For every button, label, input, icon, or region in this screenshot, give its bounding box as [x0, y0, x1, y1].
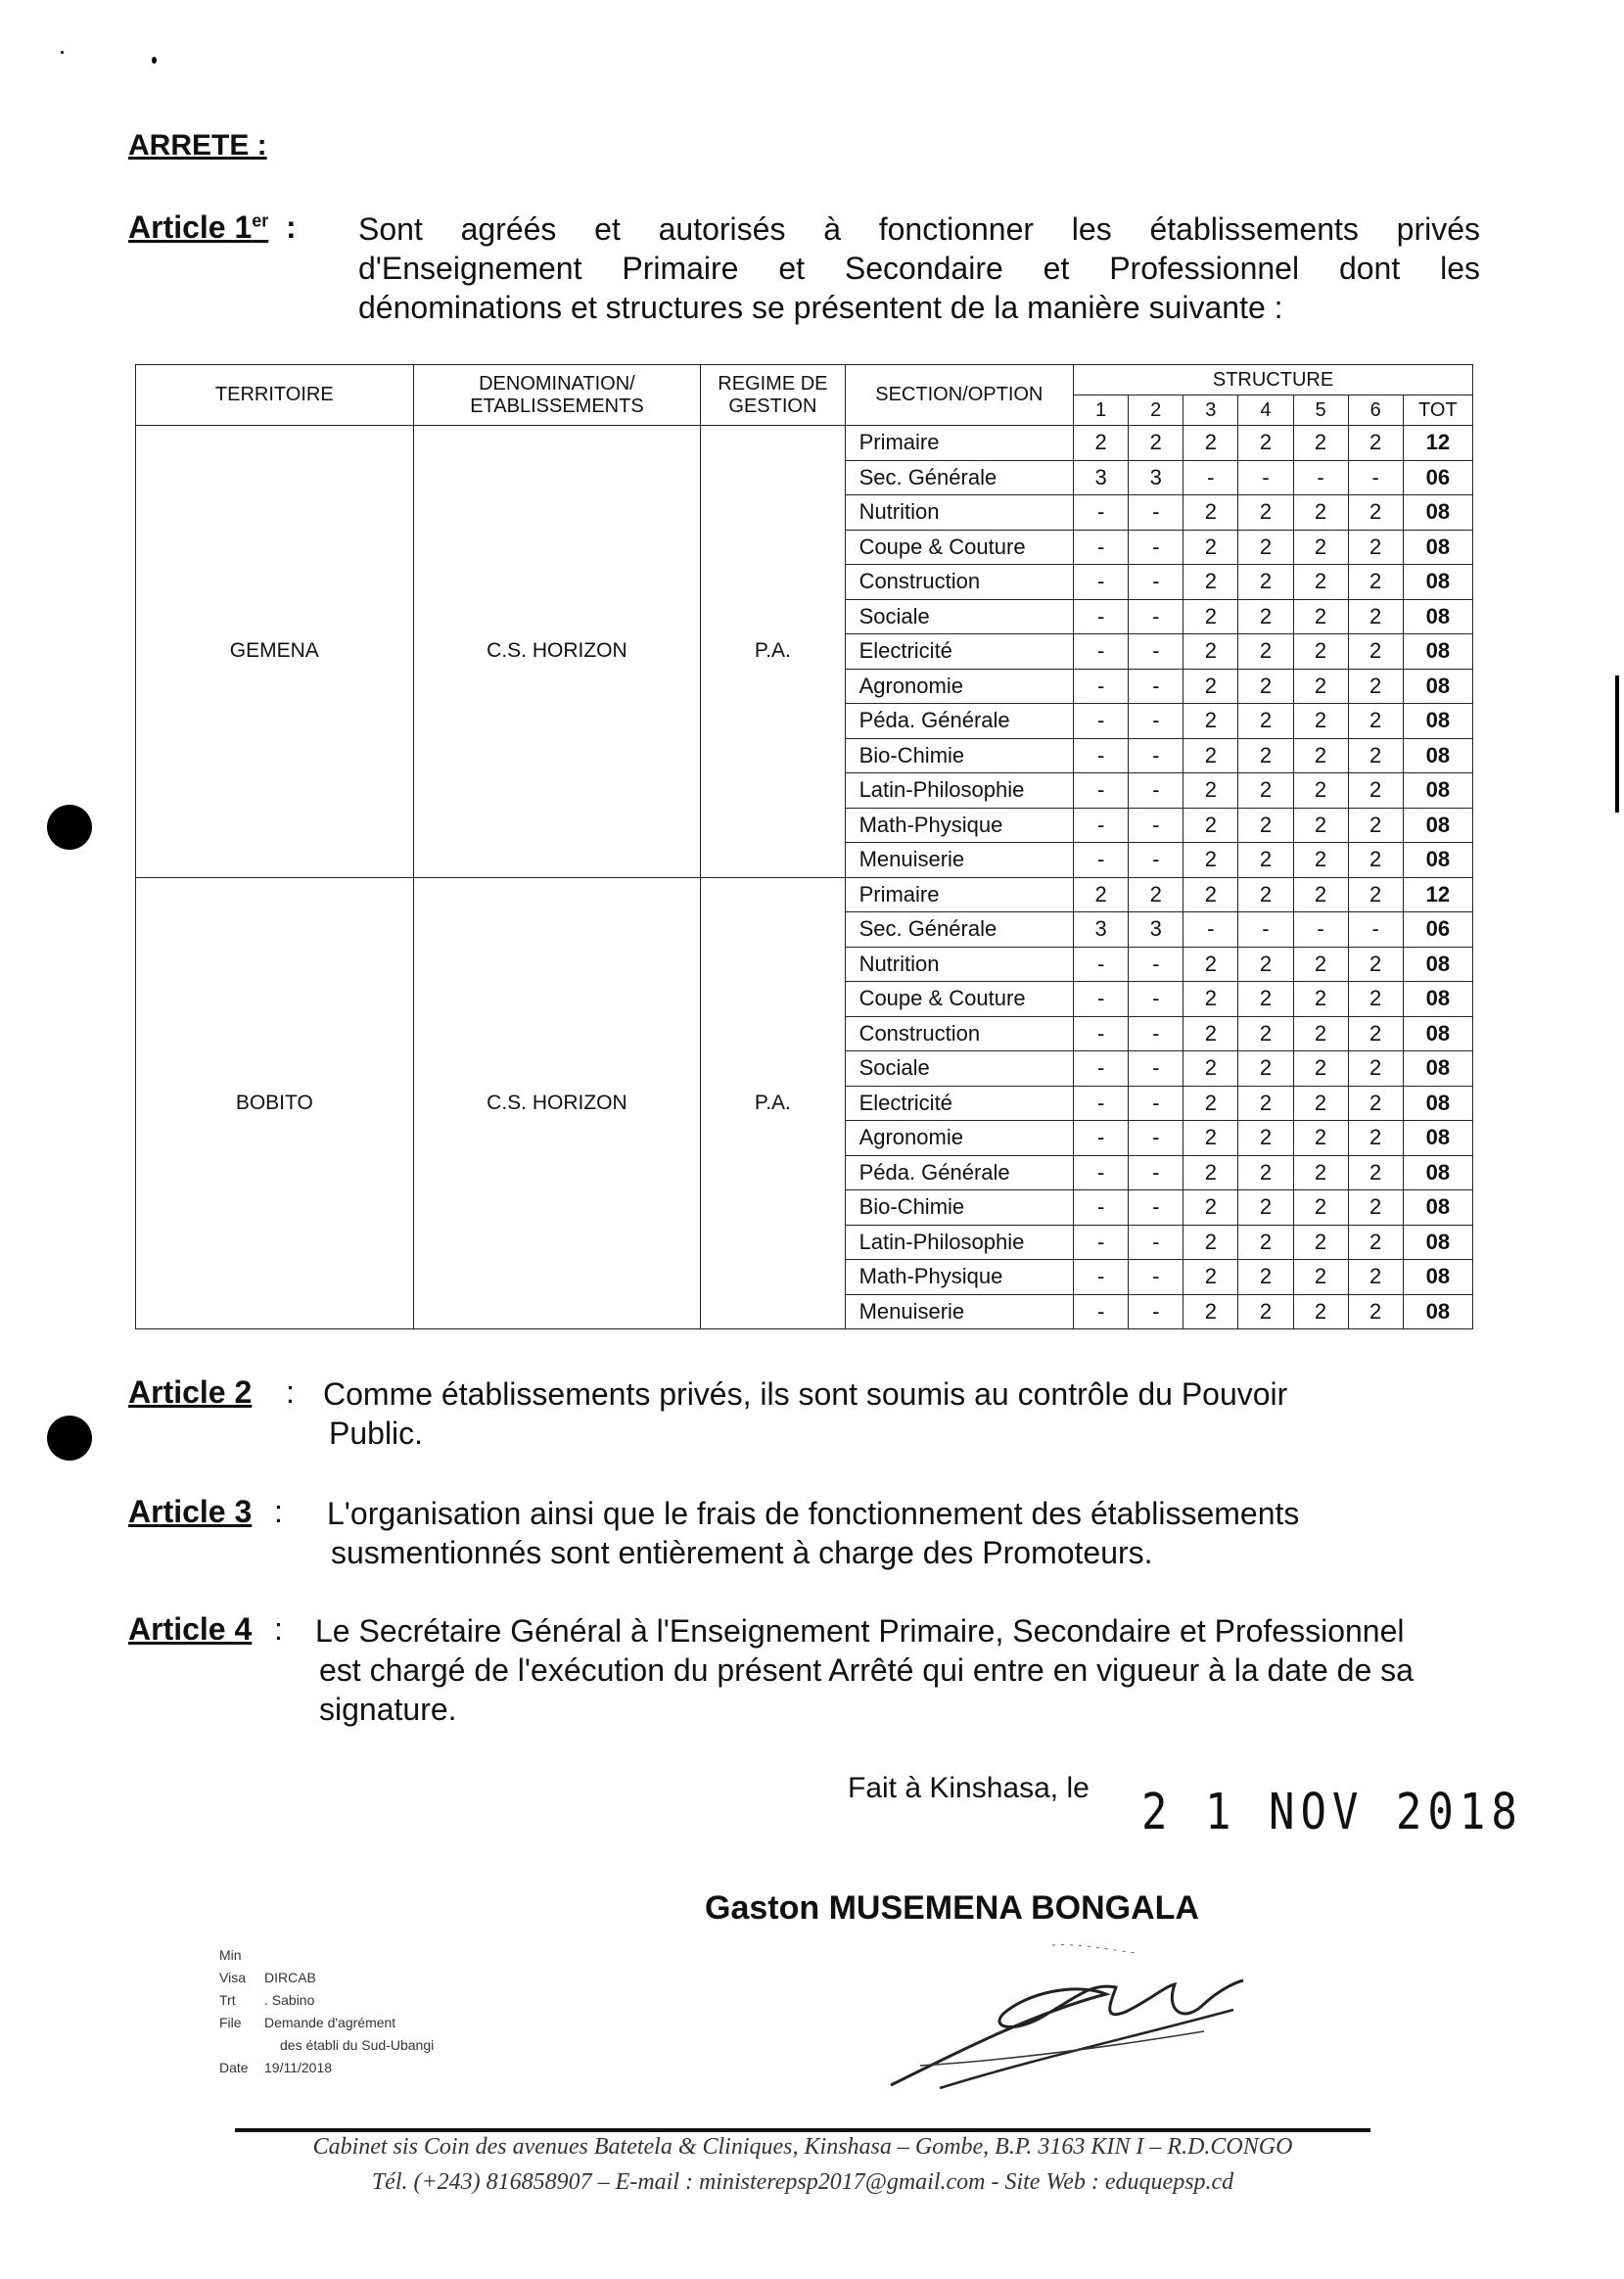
- structure-value-cell: 2: [1183, 738, 1238, 773]
- section-cell: Sec. Générale: [845, 460, 1074, 495]
- structure-value-cell: 2: [1348, 982, 1403, 1017]
- structure-value-cell: 2: [1348, 1294, 1403, 1329]
- structure-value-cell: -: [1129, 599, 1183, 634]
- punch-hole: [47, 805, 92, 850]
- structure-value-cell: 2: [1183, 634, 1238, 670]
- ref-label: Visa: [219, 1970, 246, 1985]
- table-header-row: [136, 365, 1473, 395]
- article-1-line: dénominations et structures se présentent de la manière suivante :: [358, 290, 1283, 325]
- page-heading: ARRETE :: [128, 129, 267, 162]
- structure-value-cell: -: [1074, 530, 1129, 565]
- section-cell: Nutrition: [845, 947, 1074, 982]
- structure-value-cell: 2: [1183, 530, 1238, 565]
- structure-value-cell: 2: [1238, 669, 1293, 704]
- structure-value-cell: 2: [1238, 1225, 1293, 1260]
- structure-value-cell: 2: [1293, 530, 1348, 565]
- section-cell: Agronomie: [845, 669, 1074, 704]
- structure-value-cell: -: [1074, 1051, 1129, 1087]
- header-denomination: DENOMINATION/ ETABLISSEMENTS: [413, 365, 701, 426]
- article-4-line: signature.: [319, 1692, 457, 1727]
- structure-value-cell: 2: [1074, 426, 1129, 461]
- total-cell: 08: [1403, 1225, 1472, 1260]
- total-cell: 08: [1403, 982, 1472, 1017]
- structure-value-cell: -: [1129, 773, 1183, 809]
- structure-value-cell: 2: [1238, 1260, 1293, 1295]
- section-cell: Sociale: [845, 1051, 1074, 1087]
- header-structure: STRUCTURE: [1074, 365, 1473, 395]
- header-col-4: 4: [1238, 395, 1293, 426]
- ref-line: [219, 1967, 434, 1989]
- structure-value-cell: 2: [1293, 669, 1348, 704]
- header-col-tot: TOT: [1403, 395, 1472, 426]
- structure-value-cell: 2: [1183, 843, 1238, 878]
- header-col-2: 2: [1129, 395, 1183, 426]
- structure-value-cell: -: [1129, 565, 1183, 600]
- structure-value-cell: -: [1348, 460, 1403, 495]
- date-stamp: 2 1 NOV 2018: [1141, 1784, 1523, 1841]
- scan-speck: [61, 51, 64, 54]
- structure-value-cell: 2: [1348, 738, 1403, 773]
- article-2-line: Public.: [329, 1416, 424, 1451]
- total-cell: 12: [1403, 426, 1472, 461]
- total-cell: 08: [1403, 495, 1472, 531]
- structure-value-cell: 2: [1293, 1260, 1348, 1295]
- structure-value-cell: -: [1238, 912, 1293, 948]
- structure-value-cell: 2: [1183, 773, 1238, 809]
- structure-value-cell: 2: [1348, 1190, 1403, 1226]
- total-cell: 08: [1403, 1260, 1472, 1295]
- structure-value-cell: -: [1129, 634, 1183, 670]
- section-cell: Sociale: [845, 599, 1074, 634]
- article-3-line: susmentionnés sont entièrement à charge des Promoteurs.: [331, 1535, 1153, 1570]
- structure-value-cell: -: [1129, 738, 1183, 773]
- reference-block: [219, 1944, 434, 2079]
- header-col-3: 3: [1183, 395, 1238, 426]
- article-3-line: L'organisation ainsi que le frais de fonctionnement des établissements: [327, 1496, 1300, 1531]
- structure-value-cell: 2: [1183, 1260, 1238, 1295]
- header-col-1: 1: [1074, 395, 1129, 426]
- structure-value-cell: -: [1129, 1190, 1183, 1226]
- structure-value-cell: -: [1183, 912, 1238, 948]
- etablissement-cell: C.S. HORIZON: [413, 426, 701, 878]
- structure-value-cell: 2: [1183, 599, 1238, 634]
- structure-value-cell: 2: [1183, 808, 1238, 843]
- structure-value-cell: 2: [1183, 1294, 1238, 1329]
- structure-value-cell: 2: [1293, 426, 1348, 461]
- structure-value-cell: 2: [1348, 947, 1403, 982]
- ref-line: [219, 2034, 434, 2057]
- header-territoire: TERRITOIRE: [136, 365, 414, 426]
- structure-value-cell: 2: [1348, 599, 1403, 634]
- table-body: [136, 426, 1473, 1329]
- structure-value-cell: 2: [1293, 738, 1348, 773]
- article-2-line: Comme établissements privés, ils sont soumis au contrôle du Pouvoir: [323, 1376, 1288, 1412]
- structure-value-cell: 3: [1129, 460, 1183, 495]
- structure-value-cell: 2: [1129, 426, 1183, 461]
- structure-value-cell: -: [1074, 1016, 1129, 1051]
- structure-value-cell: -: [1129, 982, 1183, 1017]
- header-col-5: 5: [1293, 395, 1348, 426]
- structure-value-cell: -: [1129, 1260, 1183, 1295]
- structure-value-cell: 2: [1293, 495, 1348, 531]
- structure-value-cell: 2: [1293, 599, 1348, 634]
- structure-value-cell: -: [1074, 1121, 1129, 1156]
- structure-value-cell: 3: [1129, 912, 1183, 948]
- section-cell: Math-Physique: [845, 808, 1074, 843]
- section-cell: Latin-Philosophie: [845, 773, 1074, 809]
- table-row: [136, 877, 1473, 912]
- structure-value-cell: 2: [1183, 669, 1238, 704]
- structure-value-cell: -: [1074, 1155, 1129, 1190]
- structure-value-cell: -: [1074, 565, 1129, 600]
- ref-value: 19/11/2018: [264, 2060, 333, 2075]
- structure-value-cell: 2: [1348, 1051, 1403, 1087]
- total-cell: 08: [1403, 843, 1472, 878]
- punch-hole: [47, 1416, 92, 1461]
- ref-label: File: [219, 2015, 242, 2030]
- section-cell: Péda. Générale: [845, 704, 1074, 739]
- article-1-line: Sont agréés et autorisés à fonctionner les établissements privés: [358, 211, 1480, 247]
- structure-value-cell: 2: [1293, 843, 1348, 878]
- structure-value-cell: -: [1293, 912, 1348, 948]
- footer-rule: [235, 2128, 1370, 2132]
- article-4-line: est chargé de l'exécution du présent Arrêté qui entre en vigueur à la date de sa: [319, 1652, 1414, 1688]
- structure-value-cell: 2: [1293, 947, 1348, 982]
- structure-value-cell: 2: [1348, 1155, 1403, 1190]
- structure-value-cell: 2: [1238, 634, 1293, 670]
- article-4-colon: :: [274, 1611, 283, 1647]
- article-2-colon: :: [286, 1374, 295, 1410]
- structure-value-cell: -: [1074, 808, 1129, 843]
- structure-value-cell: 2: [1293, 1190, 1348, 1226]
- structure-value-cell: 3: [1074, 912, 1129, 948]
- structure-value-cell: 2: [1293, 704, 1348, 739]
- structure-value-cell: 2: [1348, 808, 1403, 843]
- structure-value-cell: 2: [1293, 1121, 1348, 1156]
- structure-table: [135, 364, 1473, 1329]
- structure-value-cell: 2: [1348, 1016, 1403, 1051]
- structure-value-cell: -: [1074, 1225, 1129, 1260]
- structure-value-cell: -: [1183, 460, 1238, 495]
- structure-value-cell: -: [1129, 843, 1183, 878]
- structure-value-cell: 2: [1238, 530, 1293, 565]
- header-section: SECTION/OPTION: [845, 365, 1074, 426]
- structure-value-cell: 2: [1293, 1016, 1348, 1051]
- structure-value-cell: 2: [1183, 1121, 1238, 1156]
- place-date-text: Fait à Kinshasa, le: [848, 1772, 1090, 1804]
- structure-value-cell: -: [1074, 947, 1129, 982]
- article-1-label: [128, 209, 268, 246]
- total-cell: 06: [1403, 912, 1472, 948]
- total-cell: 08: [1403, 704, 1472, 739]
- ref-line: [219, 1989, 434, 2012]
- structure-value-cell: -: [1074, 982, 1129, 1017]
- structure-value-cell: 2: [1348, 634, 1403, 670]
- structure-value-cell: 2: [1348, 1121, 1403, 1156]
- structure-value-cell: 2: [1348, 773, 1403, 809]
- section-cell: Construction: [845, 1016, 1074, 1051]
- article-3-label: Article 3: [128, 1494, 253, 1529]
- footer-contact: Tél. (+243) 816858907 – E-mail : ministerepsp2017@gmail.com - Site Web : eduquepsp.cd: [371, 2169, 1234, 2195]
- structure-value-cell: 2: [1238, 1086, 1293, 1121]
- structure-value-cell: -: [1074, 704, 1129, 739]
- structure-value-cell: 2: [1348, 877, 1403, 912]
- structure-value-cell: -: [1074, 738, 1129, 773]
- ref-value: Demande d'agrément: [264, 2015, 396, 2030]
- total-cell: 08: [1403, 1086, 1472, 1121]
- structure-value-cell: 2: [1238, 1190, 1293, 1226]
- structure-value-cell: 2: [1238, 877, 1293, 912]
- section-cell: Primaire: [845, 426, 1074, 461]
- regime-cell: P.A.: [701, 426, 845, 878]
- structure-value-cell: 2: [1293, 773, 1348, 809]
- structure-value-cell: 2: [1238, 1155, 1293, 1190]
- structure-value-cell: 2: [1183, 495, 1238, 531]
- section-cell: Electricité: [845, 1086, 1074, 1121]
- structure-value-cell: -: [1129, 530, 1183, 565]
- total-cell: 08: [1403, 634, 1472, 670]
- structure-value-cell: -: [1293, 460, 1348, 495]
- structure-value-cell: -: [1074, 773, 1129, 809]
- structure-value-cell: -: [1129, 1225, 1183, 1260]
- article-1-label-text: Article 1: [128, 209, 253, 245]
- structure-value-cell: 2: [1238, 704, 1293, 739]
- ref-label: Trt: [219, 1992, 236, 2008]
- structure-value-cell: 2: [1183, 947, 1238, 982]
- structure-value-cell: 2: [1183, 426, 1238, 461]
- scan-speck: [152, 57, 157, 64]
- section-cell: Electricité: [845, 634, 1074, 670]
- structure-value-cell: 2: [1238, 495, 1293, 531]
- structure-value-cell: 2: [1348, 426, 1403, 461]
- total-cell: 08: [1403, 773, 1472, 809]
- structure-value-cell: 2: [1348, 843, 1403, 878]
- structure-value-cell: 2: [1183, 1155, 1238, 1190]
- structure-value-cell: 2: [1348, 495, 1403, 531]
- structure-value-cell: -: [1129, 1016, 1183, 1051]
- structure-value-cell: 2: [1183, 1051, 1238, 1087]
- total-cell: 08: [1403, 565, 1472, 600]
- ref-label: Date: [219, 2060, 249, 2075]
- section-cell: Sec. Générale: [845, 912, 1074, 948]
- ref-value: . Sabino: [264, 1992, 315, 2008]
- section-cell: Menuiserie: [845, 1294, 1074, 1329]
- scan-edge-mark: [1615, 675, 1619, 813]
- structure-value-cell: 2: [1293, 634, 1348, 670]
- structure-value-cell: 2: [1129, 877, 1183, 912]
- structure-value-cell: 2: [1238, 982, 1293, 1017]
- structure-value-cell: 2: [1348, 669, 1403, 704]
- total-cell: 12: [1403, 877, 1472, 912]
- structure-value-cell: 2: [1183, 704, 1238, 739]
- article-1-colon: :: [286, 209, 297, 245]
- article-1-text: [358, 209, 1480, 327]
- total-cell: 08: [1403, 669, 1472, 704]
- structure-value-cell: -: [1074, 669, 1129, 704]
- total-cell: 08: [1403, 1121, 1472, 1156]
- ref-label: Min: [219, 1947, 242, 1963]
- structure-value-cell: -: [1238, 460, 1293, 495]
- total-cell: 08: [1403, 1294, 1472, 1329]
- ref-value: DIRCAB: [264, 1970, 316, 1985]
- structure-value-cell: -: [1129, 947, 1183, 982]
- structure-value-cell: 2: [1238, 1294, 1293, 1329]
- section-cell: Menuiserie: [845, 843, 1074, 878]
- structure-value-cell: -: [1074, 1190, 1129, 1226]
- section-cell: Construction: [845, 565, 1074, 600]
- total-cell: 08: [1403, 947, 1472, 982]
- structure-value-cell: 2: [1238, 773, 1293, 809]
- structure-value-cell: 2: [1238, 565, 1293, 600]
- header-regime: REGIME DE GESTION: [701, 365, 845, 426]
- total-cell: 08: [1403, 530, 1472, 565]
- regime-cell: P.A.: [701, 877, 845, 1329]
- total-cell: 08: [1403, 1016, 1472, 1051]
- structure-value-cell: 2: [1183, 982, 1238, 1017]
- territoire-cell: BOBITO: [136, 877, 414, 1329]
- structure-value-cell: -: [1129, 808, 1183, 843]
- structure-value-cell: 2: [1238, 426, 1293, 461]
- structure-value-cell: -: [1129, 1294, 1183, 1329]
- structure-value-cell: 2: [1293, 808, 1348, 843]
- section-cell: Math-Physique: [845, 1260, 1074, 1295]
- structure-value-cell: 2: [1348, 1260, 1403, 1295]
- section-cell: Péda. Générale: [845, 1155, 1074, 1190]
- article-3-colon: :: [274, 1494, 283, 1529]
- structure-value-cell: 2: [1293, 1051, 1348, 1087]
- article-1-line: d'Enseignement Primaire et Secondaire et Professionnel dont les: [358, 251, 1480, 286]
- ref-line: [219, 2057, 434, 2079]
- structure-value-cell: 2: [1293, 1155, 1348, 1190]
- ref-line: [219, 2012, 434, 2034]
- structure-value-cell: -: [1129, 1086, 1183, 1121]
- structure-value-cell: -: [1074, 1086, 1129, 1121]
- structure-value-cell: 2: [1238, 1121, 1293, 1156]
- structure-value-cell: -: [1129, 1155, 1183, 1190]
- section-cell: Agronomie: [845, 1121, 1074, 1156]
- section-cell: Bio-Chimie: [845, 1190, 1074, 1226]
- structure-value-cell: 2: [1183, 1016, 1238, 1051]
- handwritten-signature: [881, 1943, 1253, 2110]
- structure-value-cell: 2: [1238, 1016, 1293, 1051]
- structure-value-cell: 2: [1238, 947, 1293, 982]
- territoire-cell: GEMENA: [136, 426, 414, 878]
- structure-value-cell: -: [1348, 912, 1403, 948]
- structure-value-cell: 2: [1348, 1225, 1403, 1260]
- structure-value-cell: 2: [1348, 530, 1403, 565]
- structure-value-cell: 2: [1183, 1190, 1238, 1226]
- total-cell: 08: [1403, 738, 1472, 773]
- structure-value-cell: 2: [1293, 1225, 1348, 1260]
- structure-value-cell: 3: [1074, 460, 1129, 495]
- structure-value-cell: -: [1074, 599, 1129, 634]
- total-cell: 08: [1403, 1190, 1472, 1226]
- article-4-line: Le Secrétaire Général à l'Enseignement Primaire, Secondaire et Professionnel: [315, 1613, 1405, 1649]
- structure-value-cell: -: [1129, 704, 1183, 739]
- structure-value-cell: 2: [1074, 877, 1129, 912]
- structure-value-cell: 2: [1293, 982, 1348, 1017]
- structure-value-cell: -: [1074, 495, 1129, 531]
- structure-value-cell: 2: [1293, 877, 1348, 912]
- structure-value-cell: 2: [1238, 738, 1293, 773]
- signer-name: Gaston MUSEMENA BONGALA: [705, 1889, 1199, 1927]
- structure-value-cell: 2: [1183, 1086, 1238, 1121]
- section-cell: Primaire: [845, 877, 1074, 912]
- section-cell: Bio-Chimie: [845, 738, 1074, 773]
- structure-value-cell: 2: [1238, 1051, 1293, 1087]
- ref-line: [219, 1944, 434, 1967]
- footer-address: Cabinet sis Coin des avenues Batetela & Cliniques, Kinshasa – Gombe, B.P. 3163 KIN I – R.D.CONGO: [312, 2134, 1293, 2160]
- section-cell: Coupe & Couture: [845, 982, 1074, 1017]
- structure-value-cell: 2: [1293, 1294, 1348, 1329]
- structure-value-cell: -: [1129, 1121, 1183, 1156]
- structure-value-cell: -: [1074, 1260, 1129, 1295]
- total-cell: 08: [1403, 1155, 1472, 1190]
- total-cell: 08: [1403, 1051, 1472, 1087]
- structure-value-cell: -: [1074, 634, 1129, 670]
- structure-value-cell: 2: [1238, 843, 1293, 878]
- article-4-label: Article 4: [128, 1611, 253, 1647]
- etablissement-cell: C.S. HORIZON: [413, 877, 701, 1329]
- structure-value-cell: -: [1074, 843, 1129, 878]
- structure-value-cell: 2: [1183, 1225, 1238, 1260]
- table-row: [136, 426, 1473, 461]
- structure-value-cell: 2: [1348, 565, 1403, 600]
- structure-value-cell: 2: [1293, 1086, 1348, 1121]
- section-cell: Nutrition: [845, 495, 1074, 531]
- structure-value-cell: -: [1129, 1051, 1183, 1087]
- total-cell: 08: [1403, 808, 1472, 843]
- structure-value-cell: 2: [1183, 877, 1238, 912]
- structure-value-cell: 2: [1238, 599, 1293, 634]
- structure-value-cell: 2: [1348, 704, 1403, 739]
- header-col-6: 6: [1348, 395, 1403, 426]
- ref-value: des établi du Sud-Ubangi: [280, 2037, 435, 2053]
- structure-value-cell: -: [1129, 669, 1183, 704]
- section-cell: Coupe & Couture: [845, 530, 1074, 565]
- structure-value-cell: -: [1074, 1294, 1129, 1329]
- total-cell: 06: [1403, 460, 1472, 495]
- structure-value-cell: 2: [1348, 1086, 1403, 1121]
- article-1-sup: er: [252, 210, 269, 231]
- structure-value-cell: 2: [1293, 565, 1348, 600]
- structure-value-cell: 2: [1238, 808, 1293, 843]
- section-cell: Latin-Philosophie: [845, 1225, 1074, 1260]
- article-2-label: Article 2: [128, 1374, 253, 1410]
- total-cell: 08: [1403, 599, 1472, 634]
- structure-value-cell: -: [1129, 495, 1183, 531]
- structure-value-cell: 2: [1183, 565, 1238, 600]
